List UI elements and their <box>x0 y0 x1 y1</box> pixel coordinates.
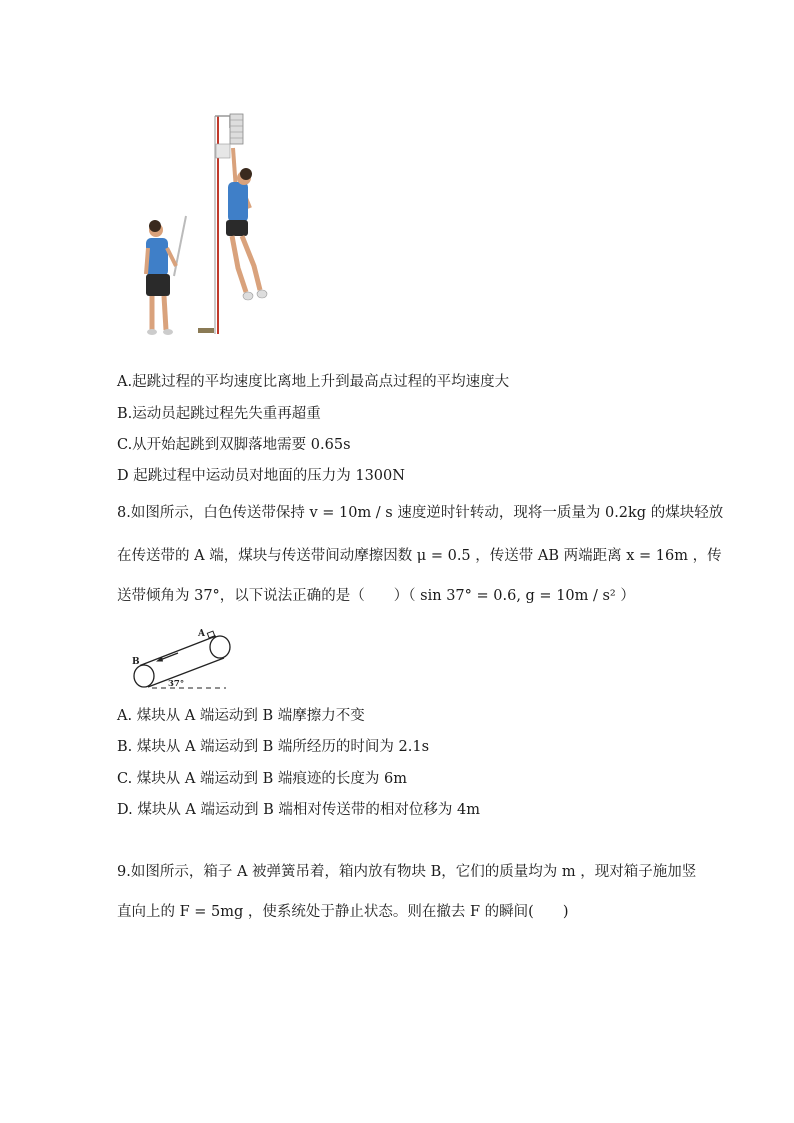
q8-stem-line3: 送带倾角为 37°，以下说法正确的是（ ）（ sin 37° = 0.6, g = 10m / s² ） <box>117 588 635 604</box>
q7-option-a: A.起跳过程的平均速度比离地上升到最高点过程的平均速度大 <box>117 374 510 390</box>
q8-stem-line2: 在传送带的 A 端，煤块与传送带间动摩擦因数 μ = 0.5 ，传送带 AB 两端距离 x = 16m ，传 <box>117 548 722 564</box>
label-b: B <box>132 657 140 667</box>
q7-option-c: C.从开始起跳到双脚落地需要 0.65s <box>117 437 351 453</box>
label-a: A <box>198 629 205 639</box>
angle-label: 37° <box>168 679 185 689</box>
q8-option-d: D. 煤块从 A 端运动到 B 端相对传送带的相对位移为 4m <box>117 802 480 818</box>
q8-option-b: B. 煤块从 A 端运动到 B 端所经历的时间为 2.1s <box>117 739 430 755</box>
q9-stem-line2: 直向上的 F = 5mg ，使系统处于静止状态。则在撤去 F 的瞬间( ) <box>117 904 569 920</box>
q8-option-a: A. 煤块从 A 端运动到 B 端摩擦力不变 <box>117 708 365 724</box>
conveyor-belt-figure <box>126 626 236 692</box>
q7-option-d: D 起跳过程中运动员对地面的压力为 1300N <box>117 468 405 484</box>
q8-option-c: C. 煤块从 A 端运动到 B 端痕迹的长度为 6m <box>117 771 407 787</box>
q9-stem-line1: 9.如图所示，箱子 A 被弹簧吊着，箱内放有物块 B，它们的质量均为 m ，现对箱子施加竖 <box>117 864 697 880</box>
jump-test-figure <box>140 108 280 338</box>
q7-option-b: B.运动员起跳过程先失重再超重 <box>117 406 321 422</box>
q8-stem-line1: 8.如图所示，白色传送带保持 v = 10m / s 速度逆时针转动，现将一质量为 0.2kg 的煤块轻放 <box>117 505 724 521</box>
